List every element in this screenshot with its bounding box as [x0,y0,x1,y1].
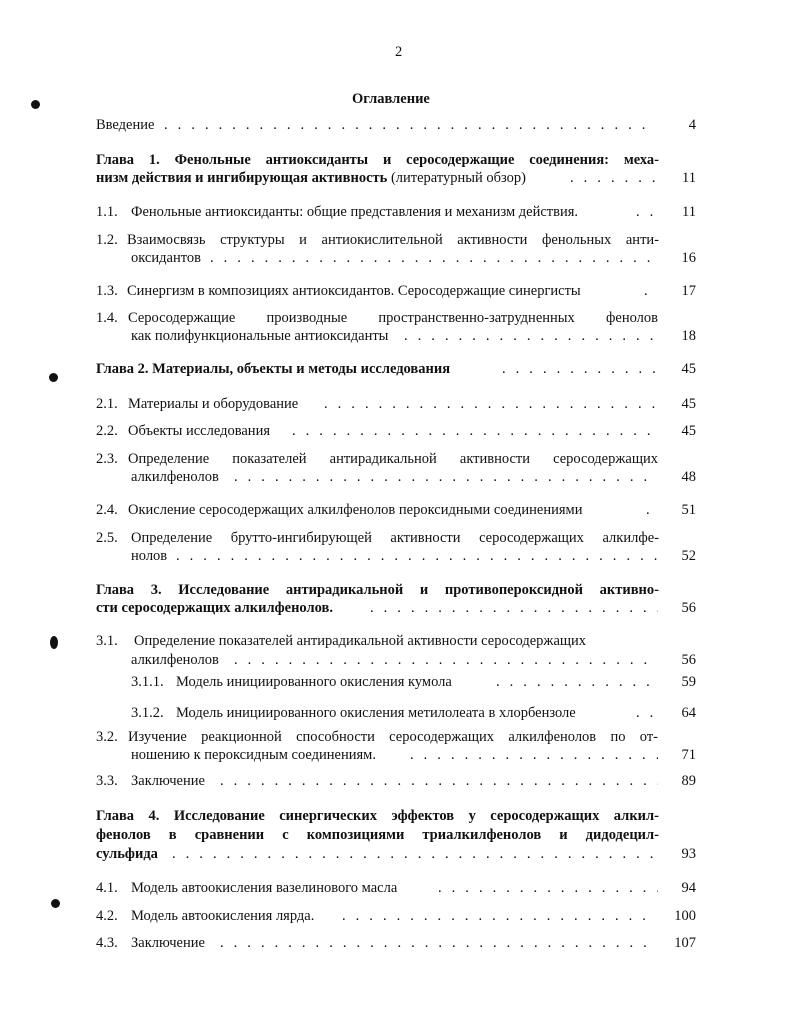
toc-s1_2-num: 1.2. [96,232,118,248]
toc-s1_1-num: 1.1. [96,204,118,220]
toc-s2_2-num: 2.2. [96,423,118,439]
toc-leader [324,395,658,413]
margin-dot [51,899,60,908]
toc-leader [410,746,658,764]
toc-leader [370,599,658,617]
toc-s3_1_1-page: 59 [681,674,696,690]
toc-ch1-page: 11 [682,170,696,186]
toc-s2_3-num: 2.3. [96,451,118,467]
margin-dot [31,100,40,109]
margin-dot [49,373,58,382]
toc-s4_1-num: 4.1. [96,880,118,896]
toc-leader [234,651,658,669]
toc-ch4-line3: сульфида [96,846,158,862]
toc-ch3-page: 56 [681,600,696,616]
toc-s2_1-page: 45 [681,396,696,412]
toc-leader [172,845,658,863]
toc-ch4-line1: Глава 4. Исследование синергических эффектов у серосодержащих алкил- [96,808,659,824]
toc-ch1-line1: Глава 1. Фенольные антиоксиданты и серосодержащие соединения: меха- [96,152,659,168]
toc-intro-label: Введение [96,117,155,133]
toc-s1_2-line2: оксидантов [131,250,201,266]
margin-dot [50,636,58,649]
toc-s2_5-num: 2.5. [96,530,118,546]
toc-s1_3-text: Синергизм в композициях антиоксидантов. Серосодержащие синергисты [127,283,581,299]
toc-s3_2-line1: Изучение реакционной способности серосодержащих алкилфенолов по от- [128,729,658,745]
toc-s2_5-line1: Определение брутто-ингибирующей активности серосодержащих алкилфе- [131,530,659,546]
toc-ch1-line2 [96,169,526,187]
toc-s1_4-line1: Серосодержащие производные пространственно-затрудненных фенолов [128,310,658,326]
toc-leader [438,879,658,897]
toc-ch1-line2-bold: низм действия и ингибирующая активность [96,170,388,186]
toc-s1_2-line1: Взаимосвязь структуры и антиокислительной активности фенольных анти- [127,232,659,248]
toc-s4_3-text: Заключение [131,935,205,951]
toc-s4_3-page: 107 [674,935,696,951]
toc-s1_4-page: 18 [681,328,696,344]
toc-s3_1-num: 3.1. [96,633,118,649]
toc-s2_4-text: Окисление серосодержащих алкилфенолов пероксидными соединениями [128,502,583,518]
toc-s1_1-page: 11 [682,204,696,220]
toc-s1_3-page: 17 [681,283,696,299]
toc-s3_1-line1: Определение показателей антирадикальной активности серосодержащих [134,633,587,649]
toc-s2_3-line2: алкилфенолов [131,469,219,485]
toc-leader [404,327,658,345]
toc-leader [292,422,658,440]
toc-leader [234,468,658,486]
toc-s2_4-page: 51 [681,502,696,518]
toc-leader [176,547,658,565]
toc-s3_1_1-text: Модель инициированного окисления кумола [176,674,452,690]
page-title: Оглавление [352,91,430,107]
toc-s3_3-page: 89 [681,773,696,789]
toc-s2_5-page: 52 [681,548,696,564]
toc-ch4-page: 93 [681,846,696,862]
toc-ch3-line1: Глава 3. Исследование антирадикальной и противопероксидной активно- [96,582,659,598]
toc-s3_1_2-num: 3.1.2. [131,705,164,721]
toc-s3_2-page: 71 [681,747,696,763]
toc-s3_1-line2: алкилфенолов [131,652,219,668]
toc-s3_1_1-num: 3.1.1. [131,674,164,690]
toc-s3_1_2-text: Модель инициированного окисления метилолеата в хлорбензоле [176,705,576,721]
toc-s2_2-text: Объекты исследования [128,423,270,439]
toc-s3_3-num: 3.3. [96,773,118,789]
toc-s1_1-text: Фенольные антиоксиданты: общие представления и механизм действия. [131,204,579,220]
toc-ch3-line2: сти серосодержащих алкилфенолов. [96,600,333,616]
toc-s2_4-num: 2.4. [96,502,118,518]
toc-s1_4-num: 1.4. [96,310,118,326]
toc-intro-page: 4 [688,117,696,133]
toc-leader [342,907,652,925]
toc-s2_3-page: 48 [681,469,696,485]
toc-s3_1_2-page: 64 [681,705,696,721]
toc-s3_3-text: Заключение [131,773,205,789]
toc-ch2-page: 45 [681,361,696,377]
toc-s2_1-text: Материалы и оборудование [128,396,299,412]
toc-ch4-line2: фенолов в сравнении с композициями триалкилфенолов и дидодецил- [96,827,659,843]
toc-s2_3-line1: Определение показателей антирадикальной активности серосодержащих [128,451,658,467]
toc-leader [496,673,658,691]
toc-s4_3-num: 4.3. [96,935,118,951]
toc-leader [220,934,652,952]
toc-s2_2-page: 45 [681,423,696,439]
toc-s1_2-page: 16 [681,250,696,266]
toc-leader [220,772,658,790]
toc-s1_4-line2: как полифункциональные антиоксиданты [131,328,389,344]
page-number: 2 [395,44,403,60]
toc-leader [164,116,650,134]
toc-s4_1-text: Модель автоокисления вазелинового масла [131,880,398,896]
toc-s4_2-text: Модель автоокисления лярда. [131,908,315,924]
toc-leader [502,360,658,378]
toc-s3_1-page: 56 [681,652,696,668]
toc-s4_2-page: 100 [674,908,696,924]
toc-ch1-line2-rest: (литературный обзор) [387,170,526,186]
toc-s1_3-num: 1.3. [96,283,118,299]
toc-s2_5-line2: нолов [131,548,168,564]
toc-ch2-text: Глава 2. Материалы, объекты и методы исследования [96,361,451,377]
toc-s2_1-num: 2.1. [96,396,118,412]
toc-s3_2-line2: ношению к пероксидным соединениям. [131,747,376,763]
toc-s4_1-page: 94 [681,880,696,896]
toc-leader [210,249,658,267]
toc-s4_2-num: 4.2. [96,908,118,924]
toc-s3_2-num: 3.2. [96,729,118,745]
